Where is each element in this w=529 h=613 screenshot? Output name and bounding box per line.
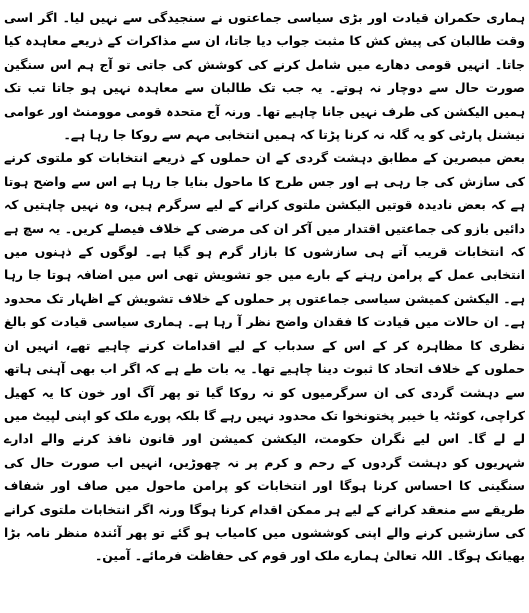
article-paragraph-1: ہماری حکمران قیادت اور بڑی سیاسی جماعتوں نے سنجیدگی سے نہیں لیا۔ اگر اسی وقت طالبان کی پیش کش کا مثبت جواب دیا جاتا، ان سے مذاکرات کے ذریعے معاہدہ کیا جاتا۔ انہیں قومی دھارے میں شامل کرنے کی کوشش کی جاتی تو آج ہم اس سنگین صورت حال سے دوچار نہ ہوتے۔ یہ جب تک طالبان سے معاہدہ نہیں ہو جاتا تب تک ہمیں الیکشن کی طرف نہیں جانا چاہیے تھا۔ ورنہ آج متحدہ قومی موومنٹ اور عوامی نیشنل پارٹی کو یہ گلہ نہ کرنا پڑتا کہ ہمیں انتخابی مہم سے روکا جا رہا ہے۔ — [4, 10, 525, 143]
article-paragraph-2: بعض مبصرین کے مطابق دہشت گردی کے ان حملوں کے ذریعے انتخابات کو ملتوی کرنے کی سازش کی جا رہی ہے اور جس طرح کا ماحول بنایا جا رہا ہے اس سے واضح ہوتا ہے کہ بعض نادیدہ قوتیں الیکشن ملتوی کرانے کے لیے سرگرم ہیں، وہ نہیں چاہتیں کہ دائیں بازو کی جماعتیں اقتدار میں آکر ان کی مرضی کے خلاف فیصلے کریں۔ یہ سچ ہے کہ انتخابات قریب آتے ہی سازشوں کا بازار گرم ہو گیا ہے۔ لوگوں کے ذہنوں میں انتخابی عمل کے پرامن رہنے کے بارے میں جو تشویش تھی اس میں اضافہ ہوتا جا رہا ہے۔ الیکشن کمیشن سیاسی جماعتوں پر حملوں کے خلاف تشویش کے اظہار تک محدود ہے۔ ان حالات میں قیادت کا فقدان واضح نظر آ رہا ہے۔ ہماری سیاسی قیادت کو بالغ نظری کا مظاہرہ کر کے اس کے سدباب کے لیے اقدامات کرنے چاہیے تھے، انہیں ان حملوں کے خلاف اتحاد کا ثبوت دینا چاہیے تھا۔ یہ بات طے ہے کہ اگر اب بھی آہنی ہاتھ سے دہشت گردی کی ان سرگرمیوں کو نہ روکا گیا تو پھر آگ اور خون کا یہ کھیل کراچی، کوئٹہ یا خیبر پختونخوا تک محدود نہیں رہے گا بلکہ پورے ملک کو اپنی لپیٹ میں لے لے گا۔ اس لیے نگران حکومت، الیکشن کمیشن اور قانون نافذ کرنے والے ادارے شہریوں کو دہشت گردوں کے رحم و کرم پر نہ چھوڑیں، انہیں اب صورت حال کی سنگینی کا احساس کرنا ہوگا اور انتخابات کو پرامن ماحول میں صاف اور شفاف طریقے سے منعقد کرانے کے لیے ہر ممکن اقدام کرنا ہوگا ورنہ اگر انتخابات ملتوی کرانے کی سازشیں کرنے والے اپنی کوششوں میں کامیاب ہو گئے تو پھر آئندہ منظر نامہ بڑا بھیانک ہوگا۔ اللہ تعالیٰ ہمارے ملک اور قوم کی حفاظت فرمائے۔ آمین۔ — [4, 150, 525, 564]
